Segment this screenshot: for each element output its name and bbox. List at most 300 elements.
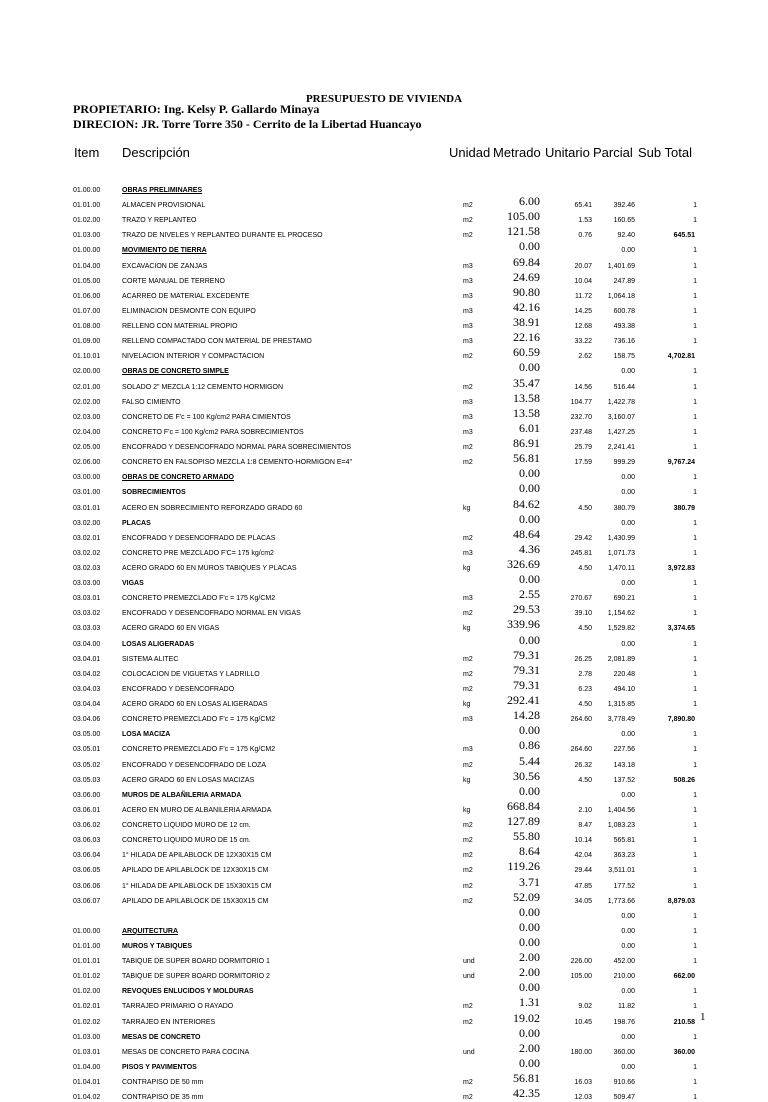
table-row [0,331,768,346]
partial-cell: 690.21 [613,595,635,603]
metrado-cell: 0.00 [519,919,540,934]
metrado-cell: 0.00 [519,935,540,949]
row-marker: 1 [693,685,697,693]
item-code: 03.06.05 [73,867,101,875]
partial-cell: 1,071.73 [607,549,635,557]
partial-cell: 177.52 [613,882,635,890]
unit-price-cell: 2.62 [578,353,592,361]
metrado-cell: 24.69 [513,269,540,284]
partial-cell: 736.16 [613,338,635,346]
unit-cell: kg [463,565,471,572]
item-code: 01.03.00 [73,1033,101,1041]
metrado-cell: 0.00 [519,1055,540,1070]
row-marker: 1 [693,595,697,603]
partial-cell: 1,529.82 [607,625,635,633]
unit-price-cell: 10.45 [574,1018,592,1026]
metrado-cell: 105.00 [507,209,540,224]
unit-price-cell: 33.22 [574,338,592,346]
row-marker: 1 [693,444,697,452]
metrado-cell: 56.81 [513,451,540,466]
item-code: 03.06.03 [73,837,101,845]
partial-cell: 452.00 [613,958,635,966]
table-row [0,482,768,497]
partial-cell: 2,081.89 [607,655,635,663]
table-row [0,498,768,513]
item-description: ACERO GRADO 60 EN MUROS TABIQUES Y PLACAS [122,565,297,572]
unit-price-cell: 39.10 [574,610,592,618]
row-marker: 1 [693,217,697,225]
item-code: 02.04.00 [73,428,101,436]
unit-cell: kg [463,806,471,814]
subtotal-cell: 9,767.24 [667,459,695,467]
metrado-cell: 0.00 [519,511,540,526]
metrado-cell: 6.01 [519,420,540,435]
item-code: 02.00.00 [73,368,101,376]
column-header-parcial: Parcial [593,145,633,160]
item-code: 03.04.03 [73,685,101,693]
table-row [0,316,768,331]
partial-cell: 1,470.11 [608,565,635,572]
table-row [0,664,768,679]
partial-cell: 363.23 [613,852,635,860]
item-description: ENCOFRADO Y DESENCOFRADO DE LOZA [122,761,267,769]
unit-cell: und [463,973,475,981]
table-row [0,422,768,437]
partial-cell: 158.75 [613,353,635,361]
table-row [0,437,768,452]
unit-price-cell: 9.02 [578,1003,592,1011]
unit-cell: m3 [463,549,473,557]
row-marker: 1 [693,640,697,648]
partial-cell: 1,401.69 [607,262,635,270]
unit-cell: m2 [463,444,473,452]
unit-cell: m3 [463,292,473,300]
unit-price-cell: 0.76 [578,232,592,240]
table-row [0,588,768,603]
subtotal-cell: 4,702.81 [667,353,695,361]
partial-cell: 1,427.25 [607,428,635,436]
metrado-cell: 119.26 [507,859,540,874]
metrado-cell: 8.64 [519,844,540,859]
row-marker: 1 [693,943,697,950]
metrado-cell: 56.81 [513,1071,540,1086]
item-code: 03.05.01 [73,746,101,754]
item-description: TRAZO DE NIVELES Y REPLANTEO DURANTE EL PROCESO [122,232,323,240]
metrado-cell: 84.62 [513,496,540,511]
item-code: 02.06.00 [73,459,101,467]
partial-cell: 0.00 [621,731,635,739]
metrado-cell: 52.09 [513,889,540,904]
metrado-cell: 4.36 [519,541,540,556]
unit-cell: m2 [463,852,473,860]
partial-cell: 0.00 [621,1033,635,1041]
unit-price-cell: 264.60 [570,746,592,754]
item-description: MESAS DE CONCRETO [122,1033,201,1041]
table-row [0,770,768,785]
partial-cell: 160.65 [613,217,635,225]
metrado-cell: 48.64 [513,526,540,541]
unit-cell: m2 [463,882,473,890]
item-code: 02.02.00 [73,398,101,406]
metrado-cell: 90.80 [513,284,540,299]
table-row [0,452,768,467]
unit-cell: m2 [463,822,473,830]
partial-cell: 227.56 [613,746,635,754]
row-marker: 1 [693,852,697,860]
metrado-cell: 19.02 [513,1010,540,1025]
row-marker: 1 [693,534,697,542]
partial-cell: 0.00 [621,912,635,920]
metrado-cell: 326.69 [507,557,540,571]
unit-cell: m2 [463,1094,473,1102]
unit-cell: m2 [463,761,473,769]
item-code: 03.04.02 [73,670,101,678]
item-description: PISOS Y PAVIMENTOS [122,1063,197,1071]
partial-cell: 910.66 [613,1079,635,1087]
unit-cell: m2 [463,534,473,542]
item-code: 03.03.02 [73,610,101,618]
item-description: ACARREO DE MATERIAL EXCEDENTE [122,292,250,300]
item-description: ACERO EN MURO DE ALBANILERIA ARMADA [122,806,272,814]
partial-cell: 999.29 [613,459,635,467]
item-description: 1° HILADA DE APILABLOCK DE 15X30X15 CM [122,882,272,890]
metrado-cell: 3.71 [519,874,540,889]
unit-price-cell: 2.78 [578,670,592,678]
row-marker: 1 [693,247,697,255]
unit-price-cell: 29.44 [574,867,592,875]
table-row [0,906,768,921]
table-row [0,301,768,316]
row-marker: 1 [693,307,697,315]
metrado-cell: 5.44 [519,753,540,768]
row-marker: 1 [693,882,697,890]
item-code: 02.03.00 [73,413,101,421]
row-marker: 1 [693,791,697,799]
item-description: APILADO DE APILABLOCK DE 15X30X15 CM [122,897,269,905]
item-description: CONCRETO DE F'c = 100 Kg/cm2 PARA CIMIENTOS [122,413,291,421]
unit-price-cell: 264.60 [570,716,592,724]
unit-cell: m2 [463,217,473,225]
unit-price-cell: 232.70 [570,413,592,421]
partial-cell: 1,422.78 [607,398,635,406]
partial-cell: 143.18 [613,761,635,769]
column-header-metrado: Metrado [493,145,541,160]
item-code: 01.00.00 [73,927,101,935]
metrado-cell: 35.47 [513,375,540,390]
partial-cell: 392.46 [613,202,635,210]
unit-price-cell: 34.05 [574,897,592,905]
item-description: CONCRETO LIQUIDO MURO DE 12 cm. [122,822,251,830]
metrado-cell: 0.00 [519,239,540,254]
table-row [0,1072,768,1087]
item-code: 03.01.00 [73,489,101,497]
metrado-cell: 79.31 [513,662,540,677]
metrado-cell: 29.53 [513,602,540,617]
unit-cell: kg [463,776,471,784]
metrado-cell: 6.00 [519,194,540,209]
item-description: ACERO GRADO 60 EN VIGAS [122,625,220,633]
table-row [0,755,768,770]
metrado-cell: 339.96 [507,617,540,632]
metrado-cell: 14.28 [513,708,540,723]
column-header-subtotal: Sub Total [638,145,692,160]
unit-price-cell: 10.14 [574,837,592,845]
row-marker: 1 [693,1094,697,1102]
item-description: MOVIMIENTO DE TIERRA [122,247,207,255]
item-code: 03.04.00 [73,640,101,648]
unit-price-cell: 14.25 [574,307,592,315]
address-line: DIRECION: JR. Torre Torre 350 - Cerrito de la Libertad Huancayo [73,117,422,131]
unit-price-cell: 12.03 [574,1094,592,1102]
item-description: ENCOFRADO Y DESENCOFRADO [122,685,235,693]
table-row [0,739,768,754]
item-code: 01.01.00 [73,202,101,210]
unit-cell: m3 [463,262,473,270]
item-description: MUROS DE ALBAÑILERIA ARMADA [122,791,242,799]
unit-price-cell: 4.50 [578,565,592,572]
metrado-cell: 121.58 [507,224,540,239]
item-code: 01.02.02 [73,1018,101,1026]
table-row [0,271,768,286]
row-marker: 1 [693,262,697,270]
item-code: 03.03.00 [73,580,101,588]
row-marker: 1 [693,338,697,346]
item-code: 01.04.00 [73,1063,101,1071]
unit-price-cell: 6.23 [578,685,592,693]
unit-cell: m2 [463,670,473,678]
item-code: 01.03.01 [73,1048,101,1056]
partial-cell: 3,160.07 [607,413,635,421]
row-marker: 1 [693,383,697,391]
metrado-cell: 55.80 [513,829,540,844]
item-description: TRAZO Y REPLANTEO [122,217,197,225]
metrado-cell: 2.55 [519,587,540,602]
unit-cell: m3 [463,307,473,315]
metrado-cell: 13.58 [513,390,540,405]
item-code: 01.02.01 [73,1003,101,1011]
item-description: SOLADO 2" MEZCLA 1:12 CEMENTO HORMIGON [122,383,284,391]
table-row [0,876,768,891]
subtotal-cell: 7,890.80 [667,716,695,724]
table-row [0,845,768,860]
item-code: 01.00.00 [73,247,101,255]
partial-cell: 137.52 [613,776,635,784]
table-row [0,724,768,739]
table-row [0,1012,768,1027]
partial-cell: 210.00 [613,973,635,981]
item-code: 01.08.00 [73,323,101,331]
partial-cell: 11.82 [618,1003,635,1011]
unit-cell: m2 [463,1018,473,1026]
unit-price-cell: 12.68 [574,323,592,331]
item-code: 01.10.01 [73,353,101,361]
unit-price-cell: 8.47 [578,822,592,830]
row-marker: 1 [693,988,697,996]
unit-price-cell: 47.85 [574,882,592,890]
table-row [0,513,768,528]
table-row [0,1027,768,1042]
unit-price-cell: 10.04 [574,277,592,285]
row-marker: 1 [693,1079,697,1087]
row-marker: 1 [693,277,697,285]
item-code: 01.01.02 [73,973,101,981]
partial-cell: 220.48 [613,670,635,678]
partial-cell: 0.00 [621,489,635,497]
item-code: 01.06.00 [73,292,101,300]
metrado-cell: 0.00 [519,723,540,738]
item-code: 03.06.06 [73,882,101,890]
item-code: 02.01.00 [73,383,101,391]
item-description: RELLENO CON MATERIAL PROPIO [122,323,238,331]
table-row [0,603,768,618]
unit-cell: kg [463,625,471,633]
unit-price-cell: 226.00 [570,958,592,966]
item-description: CORTE MANUAL DE TERRENO [122,277,225,285]
metrado-cell: 38.91 [513,315,540,330]
row-marker: 1 [693,1003,697,1011]
row-marker: 1 [693,670,697,678]
column-header-unit: Unidad [449,145,491,160]
row-marker: 1 [693,822,697,830]
item-description: REVOQUES ENLUCIDOS Y MOLDURAS [122,988,254,996]
item-code: 03.06.00 [73,791,101,799]
metrado-cell: 0.00 [519,632,540,647]
table-row [0,921,768,936]
metrado-cell: 668.84 [507,798,540,813]
unit-cell: und [463,958,475,966]
item-code: 03.04.04 [73,701,101,709]
item-code: 01.04.01 [73,1079,101,1087]
item-description: CONCRETO PREMEZCLADO F'c = 175 Kg/CM2 [122,716,276,724]
item-code: 03.02.02 [73,549,101,557]
column-header-unitario: Unitario [545,145,590,160]
item-code: 02.05.00 [73,444,101,452]
table-row [0,679,768,694]
unit-cell: kg [463,504,471,512]
row-marker: 1 [693,867,697,875]
item-description: TARRAJEO PRIMARIO O RAYADO [122,1003,234,1011]
unit-cell: m2 [463,202,473,210]
table-row [0,1042,768,1057]
item-description: CONCRETO LIQUIDO MURO DE 15 cm. [122,837,251,845]
metrado-cell: 0.00 [519,481,540,496]
item-code: 03.00.00 [73,474,101,482]
item-description: ARQUITECTURA [122,927,178,935]
row-marker: 1 [693,1063,697,1071]
item-description: FALSO CIMIENTO [122,398,181,406]
table-row [0,346,768,361]
item-description: SOBRECIMIENTOS [122,489,186,497]
table-row [0,377,768,392]
row-marker: 1 [693,368,697,376]
table-row [0,361,768,376]
unit-price-cell: 42.04 [574,852,592,860]
item-description: ELIMINACION DESMONTE CON EQUIPO [122,307,256,315]
unit-cell: m3 [463,338,473,346]
unit-price-cell: 26.32 [574,761,592,769]
partial-cell: 0.00 [621,519,635,527]
item-description: CONCRETO PRE MEZCLADO F'C= 175 kg/cm2 [122,549,274,557]
row-marker: 1 [693,655,697,663]
row-marker: 1 [693,1033,697,1041]
unit-price-cell: 105.00 [570,973,592,981]
item-code: 03.05.02 [73,761,101,769]
item-description: LOSAS ALIGERADAS [122,640,195,648]
unit-cell: m2 [463,459,473,467]
item-code: 03.05.00 [73,731,101,739]
partial-cell: 247.89 [613,277,635,285]
row-marker: 1 [693,761,697,769]
table-row [0,392,768,407]
partial-cell: 1,315.85 [607,701,635,709]
unit-price-cell: 11.72 [575,292,592,300]
partial-cell: 509.47 [613,1094,635,1102]
table-row [0,981,768,996]
unit-cell: m2 [463,1079,473,1087]
unit-price-cell: 29.42 [574,534,592,542]
partial-cell: 1,404.56 [607,806,635,814]
unit-price-cell: 14.56 [574,383,592,391]
item-code: 01.07.00 [73,307,101,315]
item-code: 03.06.07 [73,897,101,905]
partial-cell: 360.00 [613,1048,635,1056]
item-code: 03.04.06 [73,716,101,724]
item-description: COLOCACION DE VIGUETAS Y LADRILLO [122,670,260,678]
metrado-cell: 0.00 [519,466,540,481]
item-code: 03.06.01 [73,806,101,814]
partial-cell: 0.00 [621,247,635,255]
subtotal-cell: 380.79 [673,504,695,512]
partial-cell: 1,773.66 [607,897,635,905]
owner-line: PROPIETARIO: Ing. Kelsy P. Gallardo Minaya [73,102,320,116]
metrado-cell: 0.00 [519,360,540,375]
table-row [0,573,768,588]
item-description: CONCRETO EN FALSOPISO MEZCLA 1:8 CEMENTO-HORMIGON E=4" [122,459,352,467]
table-row [0,860,768,875]
item-description: OBRAS PRELIMINARES [122,187,203,194]
item-description: ACERO GRADO 60 EN LOSAS MACIZAS [122,776,255,784]
unit-cell: m2 [463,232,473,240]
item-description: MESAS DE CONCRETO PARA COCINA [122,1048,250,1056]
table-row [0,966,768,981]
item-code: 03.01.01 [73,504,101,512]
unit-price-cell: 245.81 [570,549,592,557]
item-description: SISTEMA ALITEC [122,655,179,663]
table-row [0,256,768,271]
row-marker: 1 [693,927,697,935]
metrado-cell: 30.56 [513,768,540,783]
subtotal-cell: 508.26 [673,776,695,784]
metrado-cell: 2.00 [519,950,540,965]
item-code: 03.05.03 [73,776,101,784]
partial-cell: 3,778.49 [607,716,635,724]
item-code: 01.01.01 [73,958,101,966]
item-description: ACERO GRADO 60 EN LOSAS ALIGERADAS [122,701,268,709]
partial-cell: 1,430.99 [607,534,635,542]
partial-cell: 92.40 [617,232,635,240]
metrado-cell: 0.00 [519,980,540,995]
metrado-cell: 13.58 [513,405,540,420]
item-description: CONCRETO PREMEZCLADO F'c = 175 Kg/CM2 [122,595,276,603]
column-header-description: Descripción [122,145,190,160]
metrado-cell: 1.31 [519,995,540,1010]
metrado-cell: 2.00 [519,1040,540,1055]
row-marker: 1 [693,912,697,920]
item-description: CONTRAPISO DE 35 mm [122,1094,204,1102]
page-number: 1 [700,1011,706,1023]
table-row [0,286,768,301]
item-description: 1° HILADA DE APILABLOCK DE 12X30X15 CM [122,852,272,860]
